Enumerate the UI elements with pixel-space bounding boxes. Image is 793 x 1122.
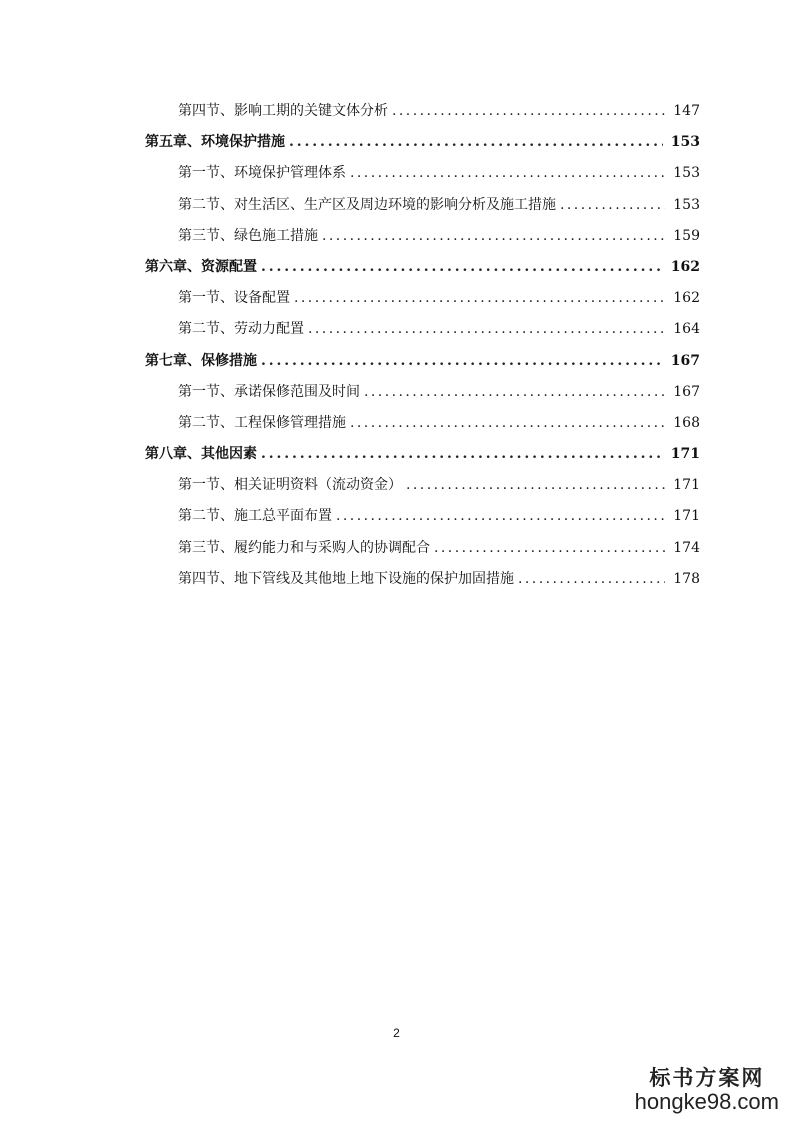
toc-entry-page: 164	[673, 321, 700, 338]
toc-entry-title: 第二节、工程保修管理措施	[178, 414, 346, 431]
watermark-domain: hongke98.com	[634, 1089, 779, 1114]
toc-dot-leader	[308, 314, 665, 345]
toc-entry-title: 第八章、其他因素	[145, 446, 257, 463]
toc-entry-title: 第二节、对生活区、生产区及周边环境的影响分析及施工措施	[178, 196, 556, 213]
toc-entry-page: 171	[673, 508, 700, 525]
toc-chapter-entry[interactable]	[145, 252, 700, 283]
toc-entry-title: 第二节、施工总平面布置	[178, 508, 332, 525]
toc-dot-leader	[322, 221, 665, 252]
toc-entry-title: 第五章、环境保护措施	[145, 134, 285, 151]
toc-entry-title: 第四节、影响工期的关键文体分析	[178, 103, 388, 119]
toc-dot-leader	[350, 158, 665, 189]
toc-entry-title: 第四节、地下管线及其他地上地下设施的保护加固措施	[178, 570, 514, 587]
toc-dot-leader	[518, 564, 665, 595]
toc-entry-page: 147	[673, 103, 700, 119]
toc-entry-page: 168	[673, 414, 700, 431]
toc-entry-page: 162	[673, 290, 700, 307]
toc-entry-page: 153	[673, 165, 700, 182]
toc-entry-page: 167	[673, 383, 700, 400]
toc-dot-leader	[289, 127, 663, 158]
watermark	[635, 1066, 779, 1114]
toc-section-entry[interactable]	[145, 564, 700, 595]
toc-entry-page: 153	[673, 196, 700, 213]
toc-entry-title: 第七章、保修措施	[145, 352, 257, 369]
toc-dot-leader	[294, 283, 665, 314]
toc-entry-title: 第三节、绿色施工措施	[178, 227, 318, 244]
toc-section-entry[interactable]	[145, 408, 700, 439]
toc-entry-title: 第六章、资源配置	[145, 258, 257, 275]
toc-entry-page: 153	[670, 134, 700, 151]
toc-section-entry[interactable]	[145, 96, 700, 127]
toc-section-entry[interactable]	[145, 158, 700, 189]
toc-dot-leader	[560, 190, 665, 221]
page-number: 2	[393, 1026, 400, 1040]
toc-dot-leader	[261, 439, 663, 470]
toc-section-entry[interactable]	[145, 190, 700, 221]
toc-section-entry[interactable]	[145, 314, 700, 345]
toc-entry-title: 第一节、设备配置	[178, 290, 290, 307]
toc-dot-leader	[350, 408, 665, 439]
toc-entry-page: 167	[670, 352, 700, 369]
toc-dot-leader	[336, 501, 665, 532]
toc-chapter-entry[interactable]	[145, 346, 700, 377]
toc-chapter-entry[interactable]	[145, 439, 700, 470]
toc-entry-title: 第一节、相关证明资料（流动资金）	[178, 477, 402, 494]
toc-chapter-entry[interactable]	[145, 127, 700, 158]
toc-entry-title: 第三节、履约能力和与采购人的协调配合	[178, 539, 430, 556]
toc-entry-title: 第一节、承诺保修范围及时间	[178, 383, 360, 400]
toc-dot-leader	[406, 470, 665, 501]
toc-dot-leader	[364, 377, 665, 408]
toc-entry-page: 162	[670, 258, 700, 275]
table-of-contents	[145, 96, 700, 595]
toc-dot-leader	[261, 252, 663, 283]
toc-dot-leader	[392, 96, 665, 127]
toc-dot-leader	[434, 533, 665, 564]
toc-section-entry[interactable]	[145, 283, 700, 314]
toc-section-entry[interactable]	[145, 533, 700, 564]
toc-entry-page: 174	[673, 539, 700, 556]
toc-section-entry[interactable]	[145, 501, 700, 532]
toc-section-entry[interactable]	[145, 377, 700, 408]
toc-entry-page: 171	[673, 477, 700, 494]
toc-section-entry[interactable]	[145, 470, 700, 501]
toc-dot-leader	[261, 346, 663, 377]
toc-entry-title: 第一节、环境保护管理体系	[178, 165, 346, 182]
toc-entry-page: 178	[673, 570, 700, 587]
toc-entry-title: 第二节、劳动力配置	[178, 321, 304, 338]
toc-entry-page: 159	[673, 227, 700, 244]
toc-entry-page: 171	[670, 446, 700, 463]
toc-section-entry[interactable]	[145, 221, 700, 252]
watermark-brand: 标书方案网	[649, 1065, 765, 1090]
